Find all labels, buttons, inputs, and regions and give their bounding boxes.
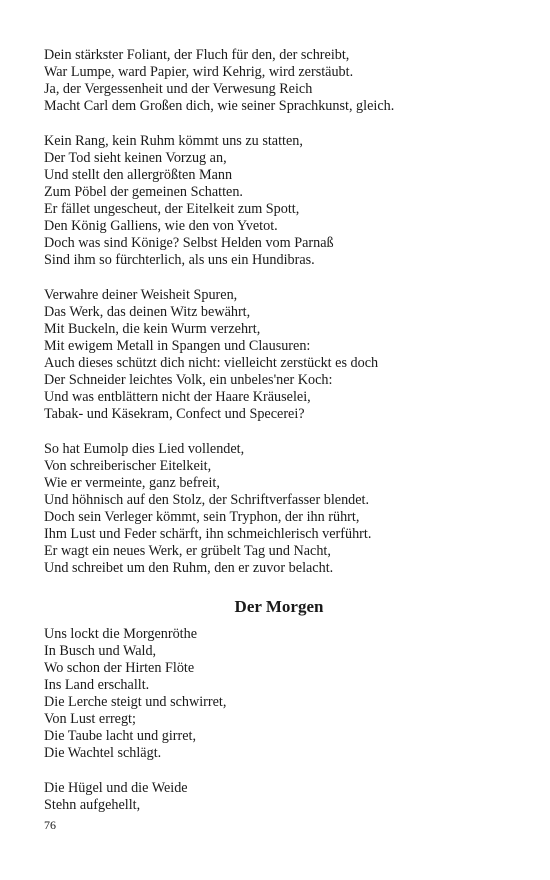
verse-line: Der Schneider leichtes Volk, ein unbeles'ner Koch: <box>44 372 333 388</box>
verse-line: Macht Carl dem Großen dich, wie seiner Sprachkunst, gleich. <box>44 98 395 114</box>
verse-line: Wo schon der Hirten Flöte <box>44 660 195 676</box>
verse-line: Und stellt den allergrößten Mann <box>44 167 233 183</box>
verse-line: Wie er vermeinte, ganz befreit, <box>44 475 220 491</box>
verse-line: Sind ihm so fürchterlich, als uns ein Hundibras. <box>44 252 315 268</box>
verse-line: Doch was sind Könige? Selbst Helden vom Parnaß <box>44 235 334 251</box>
verse-line: Die Wachtel schlägt. <box>44 745 162 761</box>
page-content <box>44 47 514 832</box>
verse-line: Die Lerche steigt und schwirret, <box>44 694 227 710</box>
stanza <box>44 780 514 814</box>
verse-line: Das Werk, das deinen Witz bewährt, <box>44 304 251 320</box>
verse-line: Tabak- und Käsekram, Confect und Specerei? <box>44 406 305 422</box>
verse-line: Er fället ungescheut, der Eitelkeit zum Spott, <box>44 201 300 217</box>
stanza <box>44 626 514 762</box>
verse-line: Mit ewigem Metall in Spangen und Clausuren: <box>44 338 311 354</box>
verse-line: Doch sein Verleger kömmt, sein Tryphon, der ihn rührt, <box>44 509 360 525</box>
verse-line: Er wagt ein neues Werk, er grübelt Tag und Nacht, <box>44 543 331 559</box>
verse-line: Und höhnisch auf den Stolz, der Schriftverfasser blendet. <box>44 492 370 508</box>
verse-line: Zum Pöbel der gemeinen Schatten. <box>44 184 243 200</box>
verse-line: Kein Rang, kein Ruhm kömmt uns zu statten, <box>44 133 303 149</box>
poem-ending <box>44 47 514 577</box>
verse-line: Mit Buckeln, die kein Wurm verzehrt, <box>44 321 261 337</box>
verse-line: Den König Galliens, wie den von Yvetot. <box>44 218 278 234</box>
verse-line: Ihm Lust und Feder schärft, ihn schmeichlerisch verführt. <box>44 526 372 542</box>
stanza <box>44 47 514 115</box>
verse-line: In Busch und Wald, <box>44 643 157 659</box>
verse-line: Und schreibet um den Ruhm, den er zuvor belacht. <box>44 560 334 576</box>
verse-line: Uns lockt die Morgenröthe <box>44 626 198 642</box>
stanza <box>44 133 514 269</box>
page-number: 76 <box>44 818 56 832</box>
verse-line: Die Hügel und die Weide <box>44 780 188 796</box>
poem-der-morgen <box>44 597 514 814</box>
verse-line: Dein stärkster Foliant, der Fluch für den, der schreibt, <box>44 47 350 63</box>
verse-line: Von schreiberischer Eitelkeit, <box>44 458 212 474</box>
verse-line: Stehn aufgehellt, <box>44 797 141 813</box>
verse-line: War Lumpe, ward Papier, wird Kehrig, wird zerstäubt. <box>44 64 354 80</box>
verse-line: Der Tod sieht keinen Vorzug an, <box>44 150 227 166</box>
verse-line: Von Lust erregt; <box>44 711 136 727</box>
verse-line: Ins Land erschallt. <box>44 677 150 693</box>
verse-line: Die Taube lacht und girret, <box>44 728 196 744</box>
verse-line: Ja, der Vergessenheit und der Verwesung Reich <box>44 81 313 97</box>
verse-line: Und was entblättern nicht der Haare Kräuselei, <box>44 389 311 405</box>
stanza <box>44 287 514 423</box>
verse-line: So hat Eumolp dies Lied vollendet, <box>44 441 245 457</box>
stanza <box>44 441 514 577</box>
verse-line: Auch dieses schützt dich nicht: vielleicht zerstückt es doch <box>44 355 379 371</box>
poem-title: Der Morgen <box>234 597 324 616</box>
verse-line: Verwahre deiner Weisheit Spuren, <box>44 287 238 303</box>
